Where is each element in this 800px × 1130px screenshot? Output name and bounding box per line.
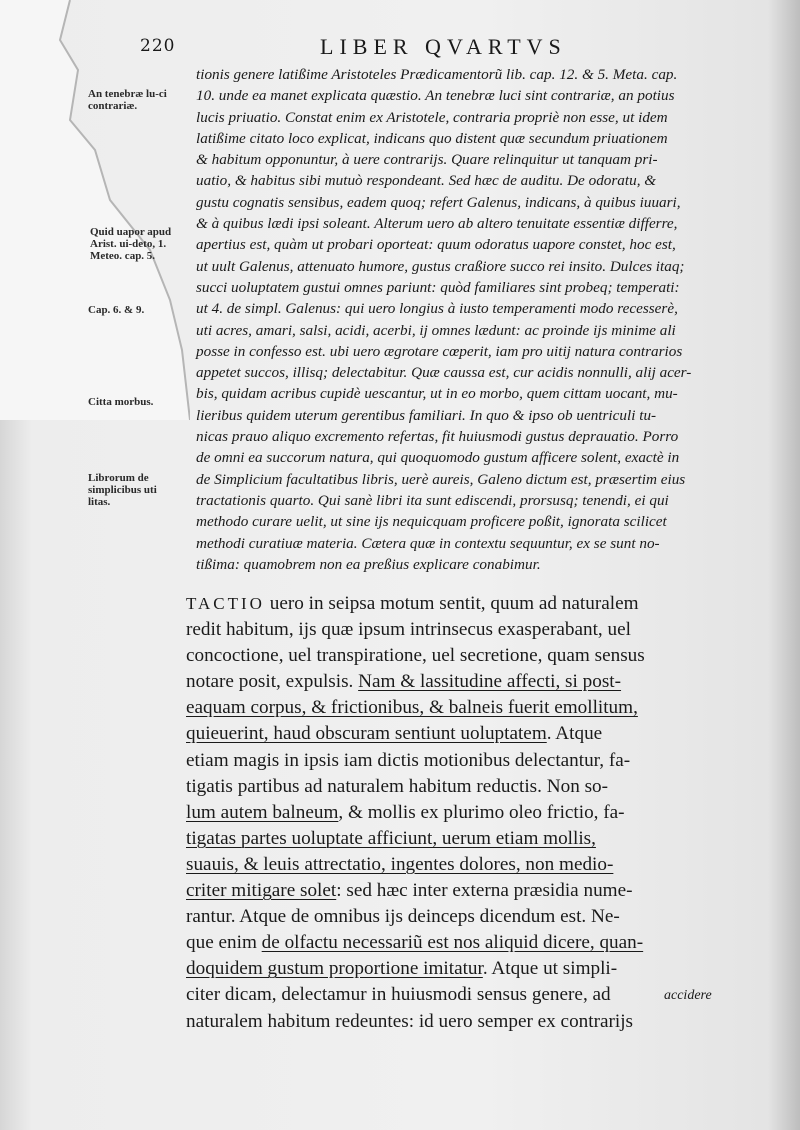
commentary-line: uatio, & habitus sibi mutuò respondeant. Sed hæc de auditu. De odoratu, & [196,172,657,190]
commentary-line: & à quibus lædi ipsi soleant. Alterum uero ab altero tenuitate essentiæ differre, [196,215,678,233]
commentary-line: methodi curatiuæ materia. Cætera quæ in contextu sequuntur, ex se sunt no- [196,534,660,552]
main-text-line [186,878,726,904]
running-head: LIBER QVARTVS [320,34,567,59]
main-text-line [186,800,726,826]
underlined-run: de olfactu necessariũ est nos aliquid dicere, quan- [261,932,644,954]
underlined-run: doquidem gustum proportione imitatur [186,958,483,980]
main-text-line [186,930,726,956]
commentary-line: & habitum opponuntur, à uere contrarijs. Quare relinquitur ut tanquam pri- [196,151,658,169]
underlined-run: quieuerint, haud obscuram sentiunt uoluptatem [186,723,547,745]
commentary-line: lucis priuatio. Constat enim ex Aristotele, contraria propriè non esse, ut idem [196,108,668,126]
main-text-line: suauis, & leuis attrectatio, ingentes dolores, non medio- [186,853,614,875]
main-text-line: eaquam corpus, & frictionibus, & balneis fuerit emollitum, [186,697,638,719]
main-text-line: tigatas partes uoluptate afficiunt, uerum etiam mollis, [186,827,596,849]
commentary-block [196,64,736,575]
catchword: accidere [664,988,712,1003]
main-text-block [186,591,726,1035]
commentary-line: methodo curare uelit, ut sine ijs nequicquam proficere poßit, ignorata scilicet [196,513,667,531]
commentary-line: posse in confesso est. ubi uero ægrotare cœperit, iam pro uitij natura contrarios [196,342,683,360]
commentary-line: tißima: quamobrem non ea preßius explicare conabimur. [196,555,541,573]
underlined-run: lum autem balneum [186,801,339,823]
commentary-line: de omni ea succorum natura, qui quoquomodo gustum afficere solent, exactè in [196,449,680,467]
text-run: : sed hæc inter externa præsidia nume- [336,880,633,902]
text-run: que enim [186,932,262,954]
text-run: . Atque [546,723,603,745]
text-run: notare posit, expulsis. [186,671,359,693]
text-run: uero in seipsa motum sentit, quum ad naturalem [264,593,639,614]
commentary-line: lieribus quidem uterum gerentibus familiari. In quo & ipso ob uentriculi tu- [196,406,657,424]
margin-note: Cap. 6. & 9. [88,304,145,316]
text-run: , & mollis ex plurimo oleo frictio, fa- [338,801,625,823]
commentary-line: gustu cognatis sensibus, eadem quoq; refert Galenus, indicans, à quibus iuuari, [196,193,681,211]
main-text-line [186,956,726,982]
main-text-line: concoctione, uel transpiratione, uel secretione, quam sensus [186,645,645,667]
commentary-line: succi uoluptatem gustui omnes pariunt: quòd familiares sint probeq; temperati: [196,278,680,296]
main-text-line: naturalem habitum redeuntes: id uero semper ex contrarijs [186,1010,634,1032]
commentary-line: tractationis quarto. Qui sanè libri ita sunt ediscendi, prorsusq; tenendi, ei qui [196,491,669,509]
opening-word: TACTIO [186,594,265,613]
main-text-line: etiam magis in ipsis iam dictis motionibus delectantur, fa- [186,749,631,771]
commentary-line: ut 4. de simpl. Galenus: qui uero longius à iusto temperamenti modo recesserè, [196,300,678,318]
text-run: . Atque ut simpli- [482,958,618,980]
commentary-line: de Simplicium facultatibus libris, uerè aureis, Galeno dictum est, præsertim eius [196,470,686,488]
commentary-line: apertius est, quàm ut probari oporteat: quum odoratus uapore constet, hoc est, [196,236,676,254]
underlined-run: criter mitigare solet [186,880,337,902]
commentary-line: 10. unde ea manet explicata quæstio. An tenebræ luci sint contrariæ, an potius [196,87,675,105]
commentary-line: nicas prauo aliquo excremento refertas, fit huiusmodi gustus deprauatio. Porro [196,428,679,446]
main-text-line: tigatis partibus ad naturalem habitum reductis. Non so- [186,775,609,797]
commentary-line: ut uult Galenus, attenuato humore, gustus craßiore succo rei insito. Dulces itaq; [196,257,685,275]
underlined-run: Nam & lassitudine affecti, si post- [358,671,622,693]
commentary-line: latißime citato loco explicat, indicans quo distent quæ secundum priuationem [196,129,668,147]
margin-note: Librorum de simplicibus uti litas. [88,472,157,508]
commentary-line: tionis genere latißime Aristoteles Prædicamentorũ lib. cap. 12. & 5. Meta. cap. [196,66,678,83]
commentary-line: bis, quidam acribus cupidè uescantur, ut in eo morbo, quem cittam uocant, mu- [196,385,678,403]
main-text-line: rantur. Atque de omnibus ijs deinceps dicendum est. Ne- [186,906,620,928]
page-number: 220 [140,36,176,56]
margin-note: An tenebræ lu-ci contrariæ. [88,88,167,112]
main-text-line [186,669,726,695]
main-text-line [186,721,726,747]
torn-corner-damage [0,0,190,420]
commentary-line: uti acres, amari, salsi, acidi, acerbi, ij omnes lædunt: ac proinde ijs minime ali [196,321,676,339]
main-text-line: citer dicam, delectamur in huiusmodi sensus genere, ad [186,984,611,1006]
commentary-line: appetet succos, illisq; delectabitur. Quæ caussa est, cur acidis nonnulli, alij acer- [196,364,692,382]
margin-note: Quid uapor apud Arist. ui-deto, 1. Meteo. cap. 5. [90,226,172,262]
page-header [140,36,700,62]
margin-note: Citta morbus. [88,396,154,408]
main-text-line: redit habitum, ijs quæ ipsum intrinsecus exasperabant, uel [186,619,631,641]
main-text-line [186,591,726,617]
